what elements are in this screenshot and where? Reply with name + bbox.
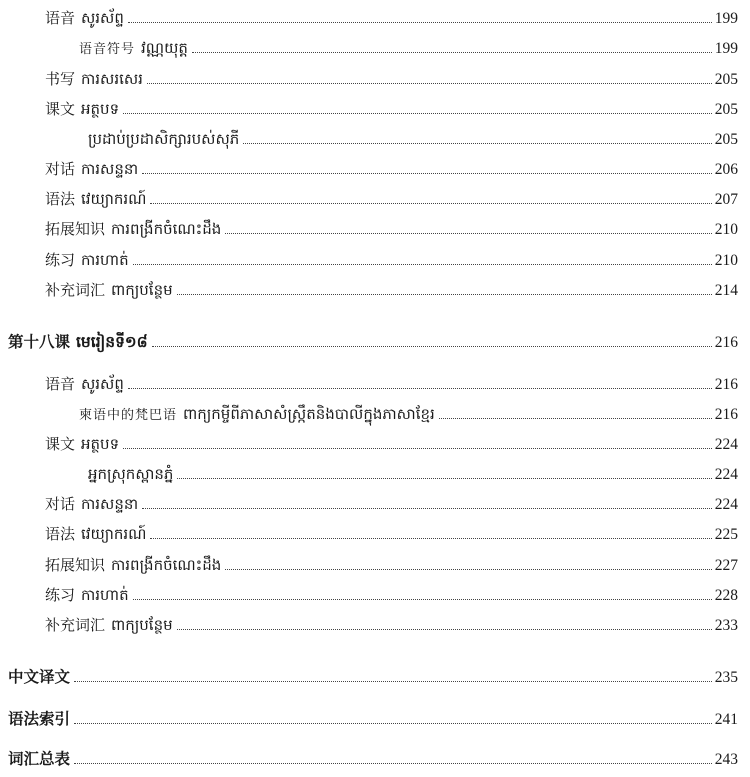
dot-leader	[177, 478, 711, 479]
entry-chinese-label: 课文	[45, 435, 76, 453]
toc-entry[interactable]	[45, 280, 738, 301]
dot-leader	[192, 52, 712, 53]
entry-khmer-title: វេយ្យាករណ៍	[81, 190, 147, 208]
entry-khmer-title: ការសន្ទនា	[81, 160, 139, 178]
toc-entry[interactable]	[45, 99, 738, 120]
entry-khmer-title: វេយ្យាករណ៍	[81, 525, 147, 543]
entry-chinese-label: 拓展知识	[45, 556, 106, 574]
entry-page-number: 241	[714, 711, 738, 728]
entry-page-number: 199	[714, 10, 738, 27]
entry-chinese-label: 练习	[45, 586, 76, 604]
section-label: 中文译文	[8, 667, 71, 686]
entry-page-number: 210	[714, 252, 738, 269]
dot-leader	[128, 22, 712, 23]
entry-khmer-title: ការសន្ទនា	[81, 495, 139, 513]
entry-page-number: 205	[714, 71, 738, 88]
entry-page-number: 224	[714, 436, 738, 453]
entry-khmer-title: ពាក្យបន្ថែម	[111, 281, 173, 299]
entry-chinese-label: 补充词汇	[45, 616, 106, 634]
dot-leader	[123, 448, 712, 449]
dot-leader	[74, 681, 712, 682]
dot-leader	[243, 143, 712, 144]
entry-page-number: 227	[714, 557, 738, 574]
entry-khmer-title: អ្នកស្រុកស្ពានភ្នំ	[88, 465, 174, 483]
toc-section-entry[interactable]	[8, 667, 738, 688]
dot-leader	[74, 723, 712, 724]
entry-khmer-title: ការសរសេរ	[81, 70, 143, 88]
dot-leader	[150, 203, 711, 204]
entry-page-number: 225	[714, 526, 738, 543]
dot-leader	[142, 508, 712, 509]
entry-chinese-label: 柬语中的梵巴语	[79, 408, 178, 423]
dot-leader	[152, 346, 712, 347]
toc-entry[interactable]	[88, 464, 738, 485]
toc-entry[interactable]	[45, 250, 738, 271]
entry-page-number: 206	[714, 161, 738, 178]
entry-page-number: 216	[714, 376, 738, 393]
entry-page-number: 224	[714, 466, 738, 483]
entry-khmer-title: សូរស័ព្ទ	[81, 9, 124, 27]
entry-khmer-title: ការហាត់	[81, 251, 129, 269]
entry-chinese-label: 对话	[45, 495, 76, 513]
entry-page-number: 199	[714, 40, 738, 57]
toc-chapter-entry[interactable]	[8, 332, 738, 353]
toc-entry[interactable]	[45, 189, 738, 210]
dot-leader	[225, 569, 711, 570]
toc-entry[interactable]	[45, 8, 738, 29]
entry-khmer-title: អត្ថបទ	[81, 100, 120, 118]
dot-leader	[225, 233, 711, 234]
toc-entry[interactable]	[45, 585, 738, 606]
dot-leader	[123, 113, 712, 114]
dot-leader	[74, 763, 712, 764]
toc-entry[interactable]	[88, 129, 738, 150]
entry-page-number: 224	[714, 496, 738, 513]
entry-page-number: 214	[714, 282, 738, 299]
toc-entry[interactable]	[79, 38, 738, 60]
entry-page-number: 243	[714, 751, 738, 768]
entry-chinese-label: 课文	[45, 100, 76, 118]
entry-page-number: 207	[714, 191, 738, 208]
toc-entry[interactable]	[45, 374, 738, 395]
entry-chinese-label: 拓展知识	[45, 220, 106, 238]
toc-entry[interactable]	[45, 615, 738, 636]
toc-entry[interactable]	[79, 404, 738, 426]
toc-entry[interactable]	[45, 555, 738, 576]
entry-page-number: 233	[714, 617, 738, 634]
entry-chinese-label: 语法	[45, 190, 76, 208]
entry-page-number: 205	[714, 131, 738, 148]
entry-khmer-title: វណ្ណយុត្ត	[141, 39, 188, 57]
toc-entry[interactable]	[45, 219, 738, 240]
toc-entry[interactable]	[45, 524, 738, 545]
entry-khmer-title: ការពង្រីកចំណេះដឹង	[111, 220, 222, 238]
dot-leader	[133, 599, 712, 600]
entry-page-number: 210	[714, 221, 738, 238]
entry-khmer-title: ប្រដាប់ប្រដាសិក្សារបស់សុភី	[88, 130, 240, 148]
entry-page-number: 228	[714, 587, 738, 604]
chapter-khmer-title: មេរៀនទី១៨	[76, 332, 148, 351]
entry-page-number: 216	[714, 406, 738, 423]
dot-leader	[177, 294, 712, 295]
entry-khmer-title: សូរស័ព្ទ	[81, 375, 124, 393]
section-label: 语法索引	[8, 709, 71, 728]
dot-leader	[133, 264, 712, 265]
toc-entry[interactable]	[45, 494, 738, 515]
dot-leader	[142, 173, 712, 174]
toc-entry[interactable]	[45, 434, 738, 455]
dot-leader	[147, 83, 712, 84]
toc-entry[interactable]	[45, 159, 738, 180]
entry-chinese-label: 语音	[45, 375, 76, 393]
entry-chinese-label: 书写	[45, 70, 76, 88]
entry-chinese-label: 对话	[45, 160, 76, 178]
entry-khmer-title: អត្ថបទ	[81, 435, 120, 453]
toc-section-entry[interactable]	[8, 749, 738, 770]
dot-leader	[177, 629, 712, 630]
entry-khmer-title: ការពង្រីកចំណេះដឹង	[111, 556, 222, 574]
entry-chinese-label: 练习	[45, 251, 76, 269]
toc-section-entry[interactable]	[8, 709, 738, 730]
section-label: 词汇总表	[8, 749, 71, 768]
entry-khmer-title: ពាក្យបន្ថែម	[111, 616, 173, 634]
entry-khmer-title: ការហាត់	[81, 586, 129, 604]
entry-chinese-label: 语音符号	[79, 42, 136, 57]
entry-chinese-label: 语法	[45, 525, 76, 543]
dot-leader	[439, 418, 712, 419]
chapter-chinese-label: 第十八课	[8, 332, 71, 351]
entry-chinese-label: 补充词汇	[45, 281, 106, 299]
entry-chinese-label: 语音	[45, 9, 76, 27]
entry-page-number: 235	[714, 669, 738, 686]
entry-khmer-title: ពាក្យកម្ចីពីភាសាសំស្ក្រឹតនិងបាលីក្នុងភាសាខ្មែរ	[183, 405, 435, 423]
entry-page-number: 205	[714, 101, 738, 118]
dot-leader	[128, 388, 712, 389]
entry-page-number: 216	[714, 334, 738, 351]
toc-entry[interactable]	[45, 69, 738, 90]
dot-leader	[150, 538, 711, 539]
